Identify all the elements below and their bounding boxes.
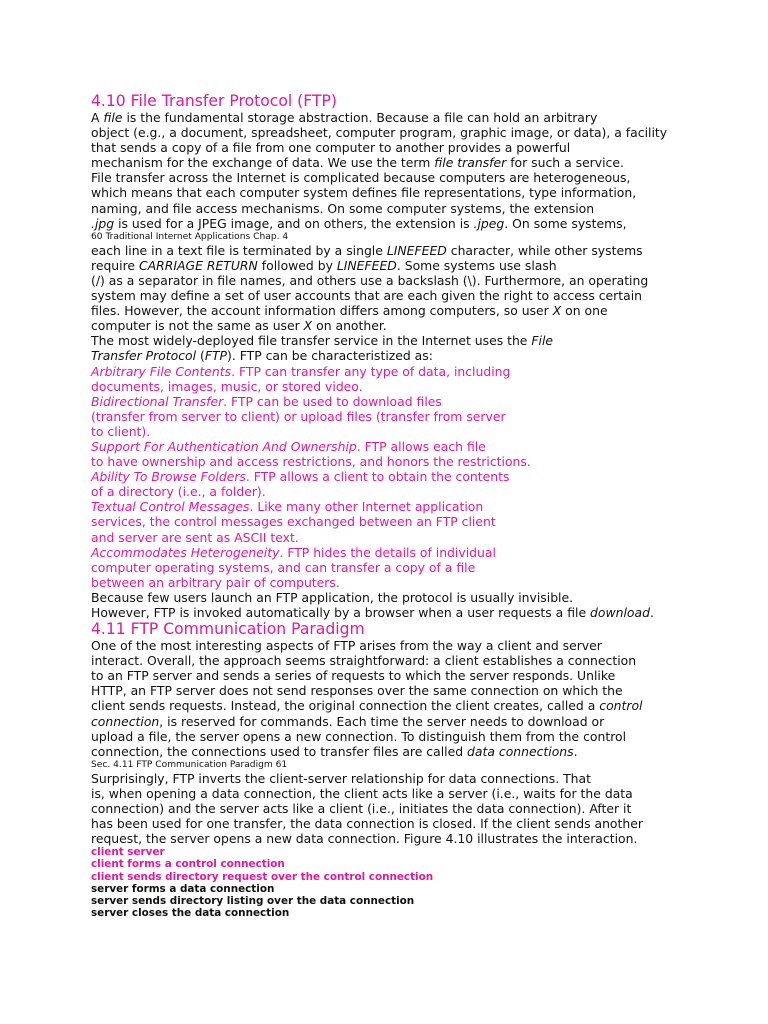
paragraph-line: that sends a copy of a file from one computer to another provides a powerful (91, 140, 571, 156)
figure-line: server closes the data connection (91, 906, 290, 919)
feature-item-continuation: and server are sent as ASCII text. (91, 529, 299, 545)
feature-item-continuation: between an arbitrary pair of computers. (91, 574, 340, 590)
section-heading-4-11: 4.11 FTP Communication Paradigm (91, 620, 365, 639)
document-page (91, 92, 691, 919)
paragraph-line: naming, and file access mechanisms. On some computer systems, the extension (91, 200, 595, 216)
paragraph-line: However, FTP is invoked automatically by a browser when a user requests a file download. (91, 605, 654, 620)
paragraph-line: interact. Overall, the approach seems straightforward: a client establishes a connection (91, 653, 637, 669)
feature-item-heterogeneity: Accommodates Heterogeneity. FTP hides the details of individual (91, 544, 496, 560)
paragraph-line: system may define a set of user accounts that are each given the right to access certain (91, 288, 643, 304)
section-heading-4-10: 4.10 File Transfer Protocol (FTP) (91, 92, 337, 110)
paragraph-line: Transfer Protocol (FTP). FTP can be characteristized as: (91, 348, 433, 364)
paragraph-line: client sends requests. Instead, the original connection the client creates, called a control (91, 698, 643, 714)
paragraph-line: is, when opening a data connection, the client acts like a server (i.e., waits for the data (91, 785, 633, 801)
paragraph-line: File transfer across the Internet is complicated because computers are heterogeneous, (91, 170, 631, 186)
paragraph-line: computer is not the same as user X on another. (91, 318, 387, 334)
feature-item-textual-control: Textual Control Messages. Like many other Internet application (91, 499, 484, 515)
figure-line: server forms a data connection (91, 882, 275, 895)
feature-item-continuation: to have ownership and access restrictions, and honors the restrictions. (91, 454, 531, 470)
paragraph-line: connection, is reserved for commands. Each time the server needs to download or (91, 713, 605, 729)
running-page-header: 60 Traditional Internet Applications Chap. 4 (91, 231, 289, 242)
paragraph-line: HTTP, an FTP server does not send responses over the same connection on which the (91, 683, 623, 699)
paragraph-line: files. However, the account information differs among computers, so user X on one (91, 303, 608, 319)
figure-line: client sends directory request over the control connection (91, 870, 434, 883)
paragraph-line: Surprisingly, FTP inverts the client-server relationship for data connections. That (91, 770, 591, 786)
paragraph-line: mechanism for the exchange of data. We use the term file transfer for such a service. (91, 155, 624, 171)
feature-item-arbitrary-contents: Arbitrary File Contents. FTP can transfer any type of data, including (91, 363, 511, 379)
paragraph-line: to an FTP server and sends a series of requests to which the server responds. Unlike (91, 668, 616, 684)
paragraph-line: connection) and the server acts like a client (i.e., initiates the data connection). After it (91, 801, 632, 817)
figure-line: client server (91, 846, 165, 859)
paragraph-line: each line in a text file is terminated by a single LINEFEED character, while other systems (91, 242, 643, 258)
feature-item-bidirectional: Bidirectional Transfer. FTP can be used to download files (91, 393, 442, 409)
paragraph-line: One of the most interesting aspects of FTP arises from the way a client and server (91, 638, 602, 654)
paragraph-line: (/) as a separator in file names, and others use a backslash (\). Furthermore, an operating (91, 272, 649, 288)
feature-item-continuation: computer operating systems, and can transfer a copy of a file (91, 559, 476, 575)
paragraph-line: which means that each computer system defines file representations, type information, (91, 185, 637, 201)
figure-line: server sends directory listing over the data connection (91, 894, 415, 907)
feature-item-authentication: Support For Authentication And Ownership. FTP allows each file (91, 438, 486, 454)
paragraph-line: connection, the connections used to transfer files are called data connections. (91, 743, 578, 759)
figure-line: client forms a control connection (91, 858, 285, 871)
paragraph-line: .jpg is used for a JPEG image, and on others, the extension is .jpeg. On some systems, (91, 215, 627, 231)
paragraph-line: The most widely-deployed file transfer service in the Internet uses the File (91, 333, 554, 349)
paragraph-line: Because few users launch an FTP application, the protocol is usually invisible. (91, 589, 574, 605)
paragraph-line: upload a file, the server opens a new connection. To distinguish them from the control (91, 728, 627, 744)
feature-item-continuation: documents, images, music, or stored video. (91, 378, 363, 394)
paragraph-line: require CARRIAGE RETURN followed by LINEFEED. Some systems use slash (91, 257, 557, 273)
paragraph-line: request, the server opens a new data connection. Figure 4.10 illustrates the interaction. (91, 831, 638, 847)
paragraph-line: A file is the fundamental storage abstraction. Because a file can hold an arbitrary (91, 110, 598, 125)
feature-item-browse-folders: Ability To Browse Folders. FTP allows a client to obtain the contents (91, 469, 510, 485)
running-page-header: Sec. 4.11 FTP Communication Paradigm 61 (91, 759, 288, 770)
feature-item-continuation: (transfer from server to client) or upload files (transfer from server (91, 408, 506, 424)
feature-item-continuation: of a directory (i.e., a folder). (91, 484, 266, 500)
feature-item-continuation: to client). (91, 423, 151, 439)
feature-item-continuation: services, the control messages exchanged between an FTP client (91, 514, 496, 530)
paragraph-line: has been used for one transfer, the data connection is closed. If the client sends another (91, 816, 643, 832)
paragraph-line: object (e.g., a document, spreadsheet, computer program, graphic image, or data), a facility (91, 125, 668, 141)
